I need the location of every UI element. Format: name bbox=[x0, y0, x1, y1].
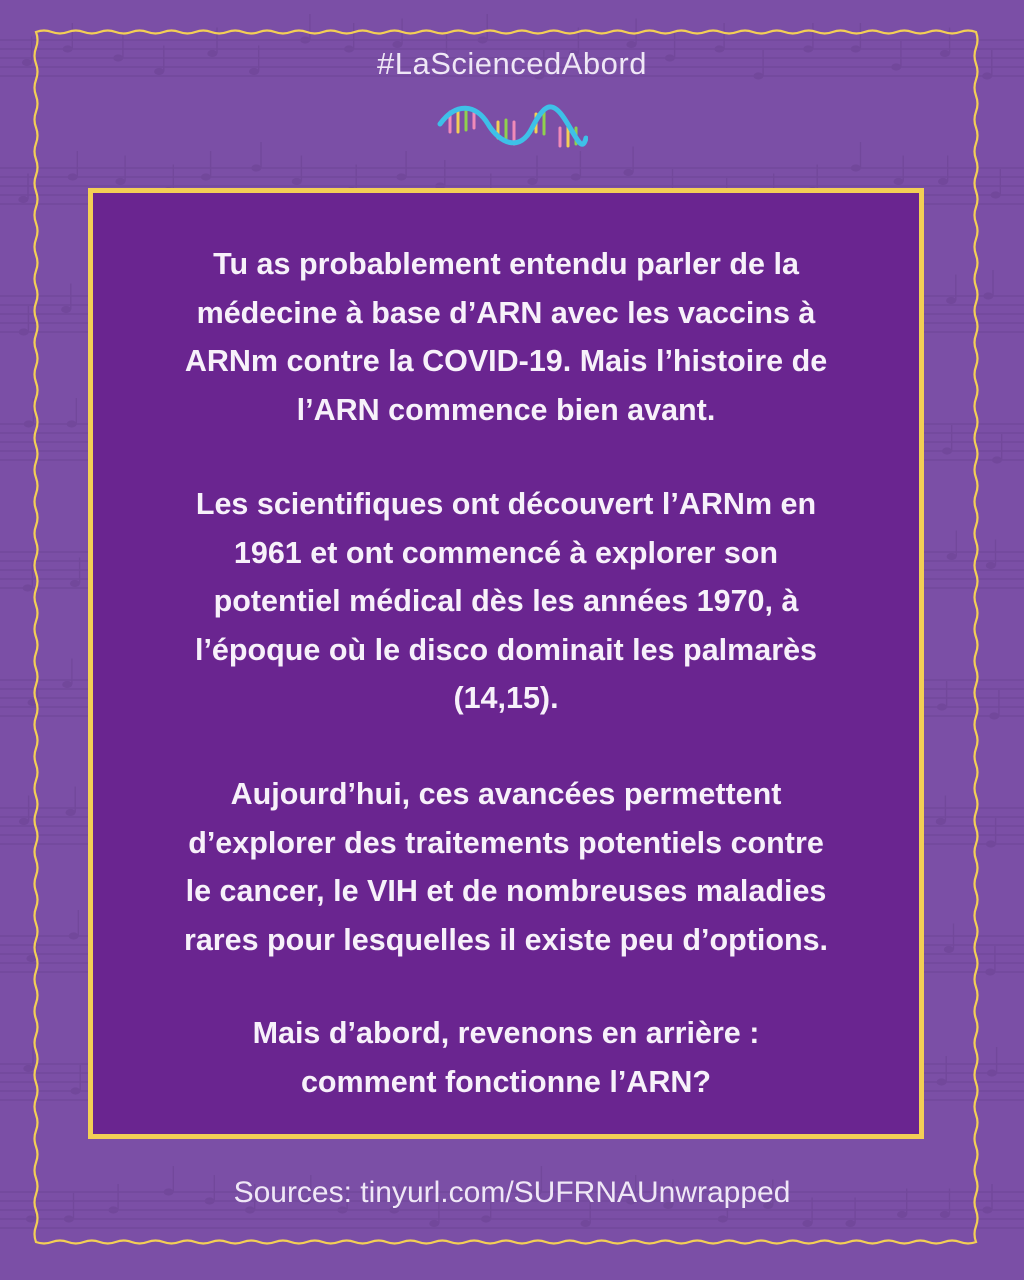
text-line: (14,15). bbox=[453, 681, 559, 715]
content-panel bbox=[88, 188, 924, 1139]
intro-paragraph bbox=[93, 240, 919, 434]
text-line: l’époque où le disco dominait les palmarès bbox=[194, 632, 818, 667]
text-line: Aujourd’hui, ces avancées permettent bbox=[230, 777, 782, 811]
text-line: Les scientifiques ont découvert l’ARNm en bbox=[195, 487, 817, 521]
text-line: potentiel médical dès les années 1970, à bbox=[213, 584, 799, 618]
hashtag-title: #LaSciencedAbord bbox=[377, 46, 647, 81]
text-line: Mais d’abord, revenons en arrière : bbox=[252, 1016, 760, 1050]
today-paragraph bbox=[93, 770, 919, 964]
text-line: l’ARN commence bien avant. bbox=[296, 392, 716, 427]
sources-link[interactable]: Sources: tinyurl.com/SUFRNAUnwrapped bbox=[233, 1176, 791, 1209]
text-line: le cancer, le VIH et de nombreuses maladies bbox=[185, 874, 827, 908]
question-paragraph bbox=[93, 1009, 919, 1106]
text-line: rares pour lesquelles il existe peu d’options. bbox=[183, 922, 829, 957]
text-line: médecine à base d’ARN avec les vaccins à bbox=[196, 295, 816, 330]
dna-helix-icon bbox=[436, 98, 588, 160]
text-line: d’explorer des traitements potentiels contre bbox=[188, 825, 824, 860]
text-line: 1961 et ont commencé à explorer son bbox=[233, 535, 779, 570]
history-paragraph bbox=[93, 480, 919, 723]
text-line: ARNm contre la COVID-19. Mais l’histoire de bbox=[184, 344, 828, 378]
text-line: comment fonctionne l’ARN? bbox=[300, 1064, 712, 1099]
text-line: Tu as probablement entendu parler de la bbox=[213, 247, 799, 281]
